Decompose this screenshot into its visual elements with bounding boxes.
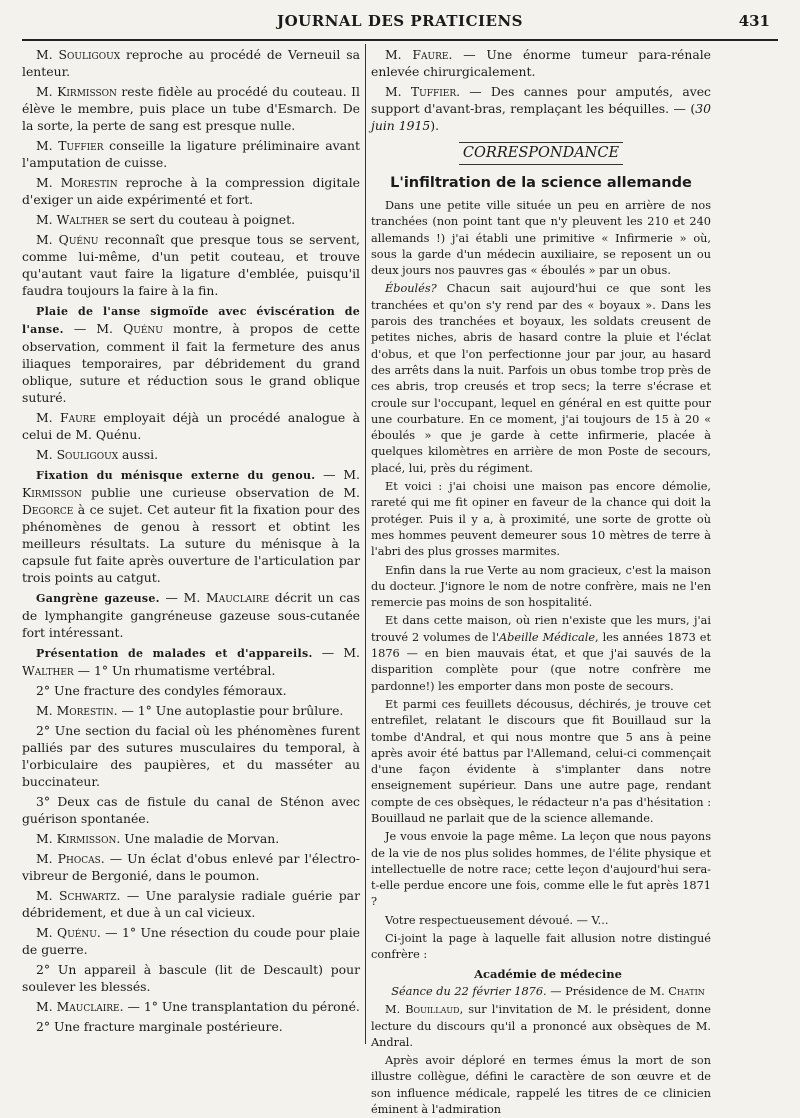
author-name: M. Bouillaud xyxy=(385,1003,460,1017)
paragraph-text: reproche à la compression digitale d'exiger un aide expérimenté et fort. xyxy=(22,175,360,207)
author-name: M. Walther xyxy=(22,645,360,678)
paragraph-text: reproche au procédé de Verneuil sa lenteur. xyxy=(22,47,361,79)
section-paragraph xyxy=(22,302,360,406)
list-item xyxy=(22,850,360,884)
paragraph-text: — 1° Un rhumatisme vertébral. xyxy=(73,663,276,678)
paragraph-text: — Un éclat d'obus enlevé par l'électro-vibreur de Bergonié, dans le poumon. xyxy=(22,851,360,883)
paragraph-text: — Présidence de xyxy=(546,984,650,998)
author-name: M. Tuffier. xyxy=(385,84,461,99)
paragraph-text: — Des cannes pour amputés, avec support d'avant-bras, remplaçant les béquilles. — ( xyxy=(371,84,711,116)
paragraph xyxy=(371,46,711,80)
list-item xyxy=(22,924,360,958)
header-rule xyxy=(22,39,778,41)
author-name: M. Quénu xyxy=(36,232,99,247)
author-name: M. Degorce xyxy=(22,485,360,517)
journal-name: Abeille Médicale xyxy=(499,630,596,644)
list-item: 3° Deux cas de fistule du canal de Sténon avec guérison spontanée. xyxy=(22,794,360,826)
academy-heading: Académie de médecine xyxy=(474,966,622,981)
page-number: 431 xyxy=(738,12,770,30)
list-item xyxy=(22,702,360,719)
paragraph xyxy=(371,83,711,134)
paragraph-text: Une maladie de Morvan. xyxy=(120,831,280,846)
author-name: M. Quénu xyxy=(96,321,163,336)
list-item: 2° Un appareil à bascule (lit de Descault) pour soulever les blessés. xyxy=(22,962,360,994)
paragraph: Ci-joint la page à laquelle fait allusion notre distingué confrère : xyxy=(371,932,711,962)
paragraph xyxy=(22,46,360,80)
paragraph-text: Chacun sait aujourd'hui ce que sont les tranchées et qu'on s'y rend par des « boyaux ». Dans les parois des tranchées et boyaux, les soldats creusent de petites niches, abris de hasard contre la pluie et l'éclat d'obus, et que l'on perfectionne jour par jour, au hasard des arrêts dans la nuit. Parfois un obus tombe trop près de ces abris, trop creusés et trop secs; la terre s'écrase et croule sur l'occupant, lequel en général en est quitte pour une courbature. En ce moment, j'ai toujours de 15 à 20 « éboulés » que je garde à cette infirmerie, placée à quelques kilomètres en arrière de mon Poste de secours, placé, lui, près du régiment. xyxy=(371,282,711,475)
paragraph-text: Et dans cette maison, où rien n'existe que les murs, j'ai trouvé 2 volumes de l' xyxy=(371,614,711,644)
paragraph-text: reste fidèle au procédé du couteau. Il élève le membre, puis place un tube d'Esmarch. De la sorte, la perte de sang est presque nulle. xyxy=(22,84,360,133)
paragraph: Et voici : j'ai choisi une maison pas encore démolie, rareté qui me fit opiner en faveur de la chance qui doit la protéger. Puis il y a, à proximité, une sorte de grotte où mes hommes peuvent demeurer sous 10 mètres de terre à l'abri des plus grosses marmites. xyxy=(371,480,711,559)
paragraph-text: se sert du couteau à poignet. xyxy=(108,212,296,227)
dash: — xyxy=(315,467,344,482)
paragraph: Enfin dans la rue Verte au nom gracieux, c'est la maison du docteur. J'ignore le nom de notre confrère, mais ne l'en remercie pas moins de son hospitalité. xyxy=(371,563,711,610)
author-name: M. Mauclaire. xyxy=(36,999,124,1014)
paragraph: Dans une petite ville située un peu en arrière de nos tranchées (non point tant que n'y pleuvent les 210 et 240 allemands !) j'ai établi une primitive « Infirmerie » où, sous la garde d'un médecin auxiliaire, se reposent un ou deux jours nos pauvres gas « éboulés » par un obus. xyxy=(371,199,711,278)
paragraph xyxy=(22,211,360,228)
author-name: M. Schwartz. xyxy=(36,888,121,903)
paragraph xyxy=(371,613,711,694)
author-name: M. Quénu. xyxy=(36,925,101,940)
paragraph-text: , sur l'invitation de M. le président, donne lecture du discours qu'il a prononcé aux obsèques de M. Andral. xyxy=(371,1003,711,1049)
author-name: M. Phocas. xyxy=(36,851,105,866)
list-item xyxy=(22,998,360,1015)
paragraph-text: à ce sujet. Cet auteur fit la fixation pour des phénomènes de genou à ressort et obtint les meilleurs résultats. La suture du ménisque à la capsule fut faite après ouverture de l'articulation par trois points au catgut. xyxy=(22,502,360,585)
section-heading xyxy=(371,142,711,165)
left-column xyxy=(22,46,360,1046)
list-item xyxy=(22,830,360,847)
list-item: 2° Une fracture des condyles fémoraux. xyxy=(36,683,287,698)
seance-line xyxy=(371,984,711,1000)
paragraph-text: publie une curieuse observation de xyxy=(81,485,344,500)
right-column xyxy=(371,46,712,1117)
list-item: 2° Une fracture marginale postérieure. xyxy=(36,1019,283,1034)
paragraph-text: montre, à propos de cette observation, comment il fait la fermeture des anus iliaques temporaires, par débridement du grand oblique, suture et réduction sous le grand oblique suturé. xyxy=(22,321,360,405)
paragraph: Je vous envoie la page même. La leçon que nous payons de la vie de nos plus solides hommes, de l'élite physique et intellectuelle de notre race; cette leçon d'aujourd'hui sera-t-elle perdue encore une fois, comme elle le fut après 1871 ? xyxy=(371,830,711,909)
author-name: M. Souligoux xyxy=(36,447,119,462)
author-name: M. Kirmisson xyxy=(22,467,360,500)
section-title: CORRESPONDANCE xyxy=(459,142,623,165)
running-header xyxy=(22,12,778,36)
italic-term: Éboulés? xyxy=(385,282,437,296)
paragraph xyxy=(371,281,711,477)
section-paragraph xyxy=(22,466,360,586)
paragraph xyxy=(22,446,360,463)
paragraph xyxy=(22,231,360,299)
section-paragraph xyxy=(22,644,360,679)
article-title: L'infiltration de la science allemande xyxy=(390,175,692,191)
paragraph-text: — Une énorme tumeur para-rénale enlevée chirurgicalement. xyxy=(371,47,712,79)
paragraph: Après avoir déploré en termes émus la mort de son illustre collègue, défini le caractère de son œuvre et de son influence médicale, rappelé les titres de ce clinicien éminent à l'admiration xyxy=(371,1054,711,1117)
author-name: M. Walther xyxy=(36,212,109,227)
paragraph-text: employait déjà un procédé analogue à celui de M. Quénu. xyxy=(22,410,361,442)
author-name: M. Mauclaire xyxy=(183,590,270,605)
author-name: M. Kirmisson. xyxy=(36,831,121,846)
list-item xyxy=(22,887,360,921)
paragraph-text: reconnaît que presque tous se servent, comme lui-même, d'un petit couteau, et trouve qu'autant vaut faire la ligature d'emblée, puisqu'il faudra toujours la faire à la fin. xyxy=(22,232,360,298)
section-paragraph xyxy=(22,589,360,641)
signature: Votre respectueusement dévoué. — V... xyxy=(385,913,609,927)
journal-title: JOURNAL DES PRATICIENS xyxy=(277,12,523,30)
author-name: M. Morestin. xyxy=(36,703,118,718)
paragraph-text: — 1° Une autoplastie pour brûlure. xyxy=(117,703,344,718)
author-name: M. Faure xyxy=(36,410,97,425)
paragraph-text: aussi. xyxy=(118,447,159,462)
paragraph-text: — Une paralysie radiale guérie par débridement, et due à un cal vicieux. xyxy=(22,888,360,920)
article-body xyxy=(371,198,711,1118)
section-heading: Plaie de l'anse sigmoïde avec éviscération de l'anse. xyxy=(22,305,360,336)
paragraph xyxy=(22,137,360,171)
paragraph-text: conseille la ligature préliminaire avant l'amputation de cuisse. xyxy=(22,138,360,170)
author-name: M. Souligoux xyxy=(36,47,121,62)
dash: — xyxy=(63,321,97,336)
paragraph-text: ). xyxy=(430,118,440,133)
dash: — xyxy=(159,590,184,605)
paragraph xyxy=(22,409,360,443)
date: 30 juin 1915 xyxy=(371,101,711,133)
author-name: M. Tuffier xyxy=(36,138,104,153)
paragraph xyxy=(22,83,360,134)
section-heading: Présentation de malades et d'appareils. xyxy=(36,647,313,660)
dash: — xyxy=(312,645,344,660)
section-heading: Gangrène gazeuse. xyxy=(36,592,160,605)
list-item: 2° Une section du facial où les phénomènes furent palliés par des sutures musculaires du temporal, à l'orbiculaire des paupières, et du masséter au buccinateur. xyxy=(22,723,360,789)
author-name: M. Faure. xyxy=(385,47,453,62)
paragraph-text: , les années 1873 et 1876 — en bien mauvais état, et que j'ai sauvés de la disparition complète pour (que notre confrère me pardonne!) les emporter dans mon poste de secours. xyxy=(371,630,711,693)
paragraph-text: — 1° Une transplantation du péroné. xyxy=(123,999,360,1014)
paragraph: Et parmi ces feuillets décousus, déchirés, je trouve cet entrefilet, relatant le discours que fit Bouillaud sur la tombe d'Andral, et qui nous montre que 5 ans à peine après avoir été battus par l'Allemand, celui-ci commençait d'une façon évidente à s'implanter dans notre enseignement supérieur. Dans une autre page, rendant compte de ces obsèques, le rédacteur n'a pas d'hésitation : Bouillaud ne parlait que de la science allemande. xyxy=(371,697,711,825)
section-heading: Fixation du ménisque externe du genou. xyxy=(36,469,316,482)
author-name: M. Kirmisson xyxy=(36,84,117,99)
paragraph xyxy=(22,174,360,208)
seance-date: Séance du 22 février 1876. xyxy=(391,984,547,998)
author-name: M. Morestin xyxy=(36,175,118,190)
column-divider xyxy=(365,44,366,1044)
paragraph-text: — 1° Une résection du coude pour plaie de guerre. xyxy=(22,925,361,957)
paragraph-text: décrit un cas de lymphangite gangréneuse gazeuse sous-cutanée fort intéressant. xyxy=(22,590,360,640)
author-name: M. Chatin xyxy=(649,984,705,998)
paragraph xyxy=(371,1002,711,1051)
